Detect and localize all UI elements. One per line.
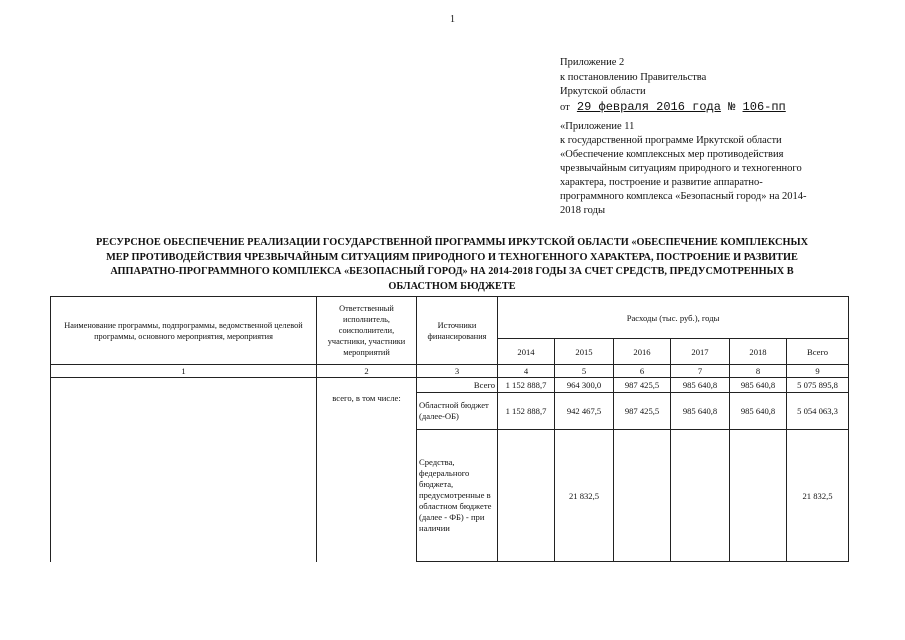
year-header: 2016 — [614, 339, 671, 365]
responsible-text: всего, в том числе: — [332, 393, 401, 403]
order-date: 29 февраля 2016 года — [576, 99, 721, 114]
column-number: 4 — [498, 365, 555, 378]
year-header-total: Всего — [787, 339, 849, 365]
value-cell: 985 640,8 — [730, 393, 787, 430]
order-line — [560, 100, 860, 116]
column-number: 8 — [730, 365, 787, 378]
responsible-cell — [317, 378, 417, 562]
column-number: 1 — [51, 365, 317, 378]
header-sources: Источники финансирования — [417, 297, 498, 365]
column-number: 9 — [787, 365, 849, 378]
appendix-line: Приложение 2 — [560, 57, 625, 68]
appendix11-block — [560, 120, 835, 218]
header-expenses: Расходы (тыс. руб.), годы — [498, 297, 849, 339]
appendix11-line: программного комплекса «Безопасный город» на 2014- — [560, 191, 807, 202]
title-line: ОБЛАСТНОМ БЮДЖЕТЕ — [388, 280, 516, 292]
title-line: МЕР ПРОТИВОДЕЙСТВИЯ ЧРЕЗВЫЧАЙНЫМ СИТУАЦИЯМ ПРИРОДНОГО И ТЕХНОГЕННОГО ХАРАКТЕРА, ПОСТРОЕНИЕ И РАЗВИТИЕ — [106, 251, 798, 263]
appendix11-line: характера, построение и развитие аппаратно- — [560, 177, 763, 188]
appendix11-line: «Приложение 11 — [560, 121, 635, 132]
value-cell: 985 640,8 — [671, 378, 730, 393]
value-cell: 987 425,5 — [614, 393, 671, 430]
appendix-line: к постановлению Правительства — [560, 71, 707, 83]
value-cell — [498, 430, 555, 562]
source-cell: Областной бюджет (далее-ОБ) — [417, 393, 498, 430]
value-cell — [671, 430, 730, 562]
appendix-line: Иркутской области — [560, 86, 646, 97]
value-cell: 21 832,5 — [787, 430, 849, 562]
header-responsible: Ответственный исполнитель, соисполнители, участники, участники мероприятий — [317, 297, 417, 365]
source-cell: Всего — [417, 378, 498, 393]
appendix11-line: «Обеспечение комплексных мер противодействия — [560, 149, 784, 160]
value-cell — [614, 430, 671, 562]
order-number: 106-пп — [742, 99, 786, 114]
year-header: 2017 — [671, 339, 730, 365]
header-row — [51, 297, 849, 339]
title-line: АППАРАТНО-ПРОГРАММНОГО КОМПЛЕКСА «БЕЗОПАСНЫЙ ГОРОД» НА 2014-2018 ГОДЫ ЗА СЧЕТ СРЕДСТВ, ПРЕДУСМОТРЕННЫХ В — [110, 266, 794, 277]
value-cell: 985 640,8 — [730, 378, 787, 393]
value-cell: 5 075 895,8 — [787, 378, 849, 393]
order-sign: № — [728, 99, 736, 114]
column-number: 3 — [417, 365, 498, 378]
value-cell: 1 152 888,7 — [498, 378, 555, 393]
order-prefix: от — [560, 101, 570, 113]
column-number: 2 — [317, 365, 417, 378]
column-number: 5 — [555, 365, 614, 378]
value-cell: 985 640,8 — [671, 393, 730, 430]
column-numbers-row — [51, 365, 849, 378]
value-cell: 21 832,5 — [555, 430, 614, 562]
year-header: 2014 — [498, 339, 555, 365]
value-cell: 942 467,5 — [555, 393, 614, 430]
appendix11-line: 2018 годы — [560, 205, 606, 216]
source-cell: Средства, федерального бюджета, предусмотренные в областном бюджете (далее - ФБ) - при наличии — [417, 430, 498, 562]
appendix-block — [560, 56, 860, 115]
value-cell: 5 054 063,3 — [787, 393, 849, 430]
value-cell: 1 152 888,7 — [498, 393, 555, 430]
page-number: 1 — [450, 14, 455, 25]
year-header: 2015 — [555, 339, 614, 365]
appendix11-line: к государственной программе Иркутской области — [560, 135, 782, 146]
header-name: Наименование программы, подпрограммы, ведомственной целевой программы, основного мероприятия, мероприятия — [51, 297, 317, 365]
value-cell: 987 425,5 — [614, 378, 671, 393]
year-header: 2018 — [730, 339, 787, 365]
value-cell: 964 300,0 — [555, 378, 614, 393]
title-line: РЕСУРСНОЕ ОБЕСПЕЧЕНИЕ РЕАЛИЗАЦИИ ГОСУДАРСТВЕННОЙ ПРОГРАММЫ ИРКУТСКОЙ ОБЛАСТИ «ОБЕСПЕЧЕНИЕ КОМПЛЕКСНЫХ — [95, 237, 809, 248]
program-name-cell — [51, 378, 317, 562]
table-row — [51, 378, 849, 393]
column-number: 7 — [671, 365, 730, 378]
appendix11-line: чрезвычайным ситуациям природного и техногенного — [560, 163, 802, 174]
document-title — [34, 236, 870, 294]
column-number: 6 — [614, 365, 671, 378]
resource-table — [50, 296, 849, 562]
value-cell — [730, 430, 787, 562]
